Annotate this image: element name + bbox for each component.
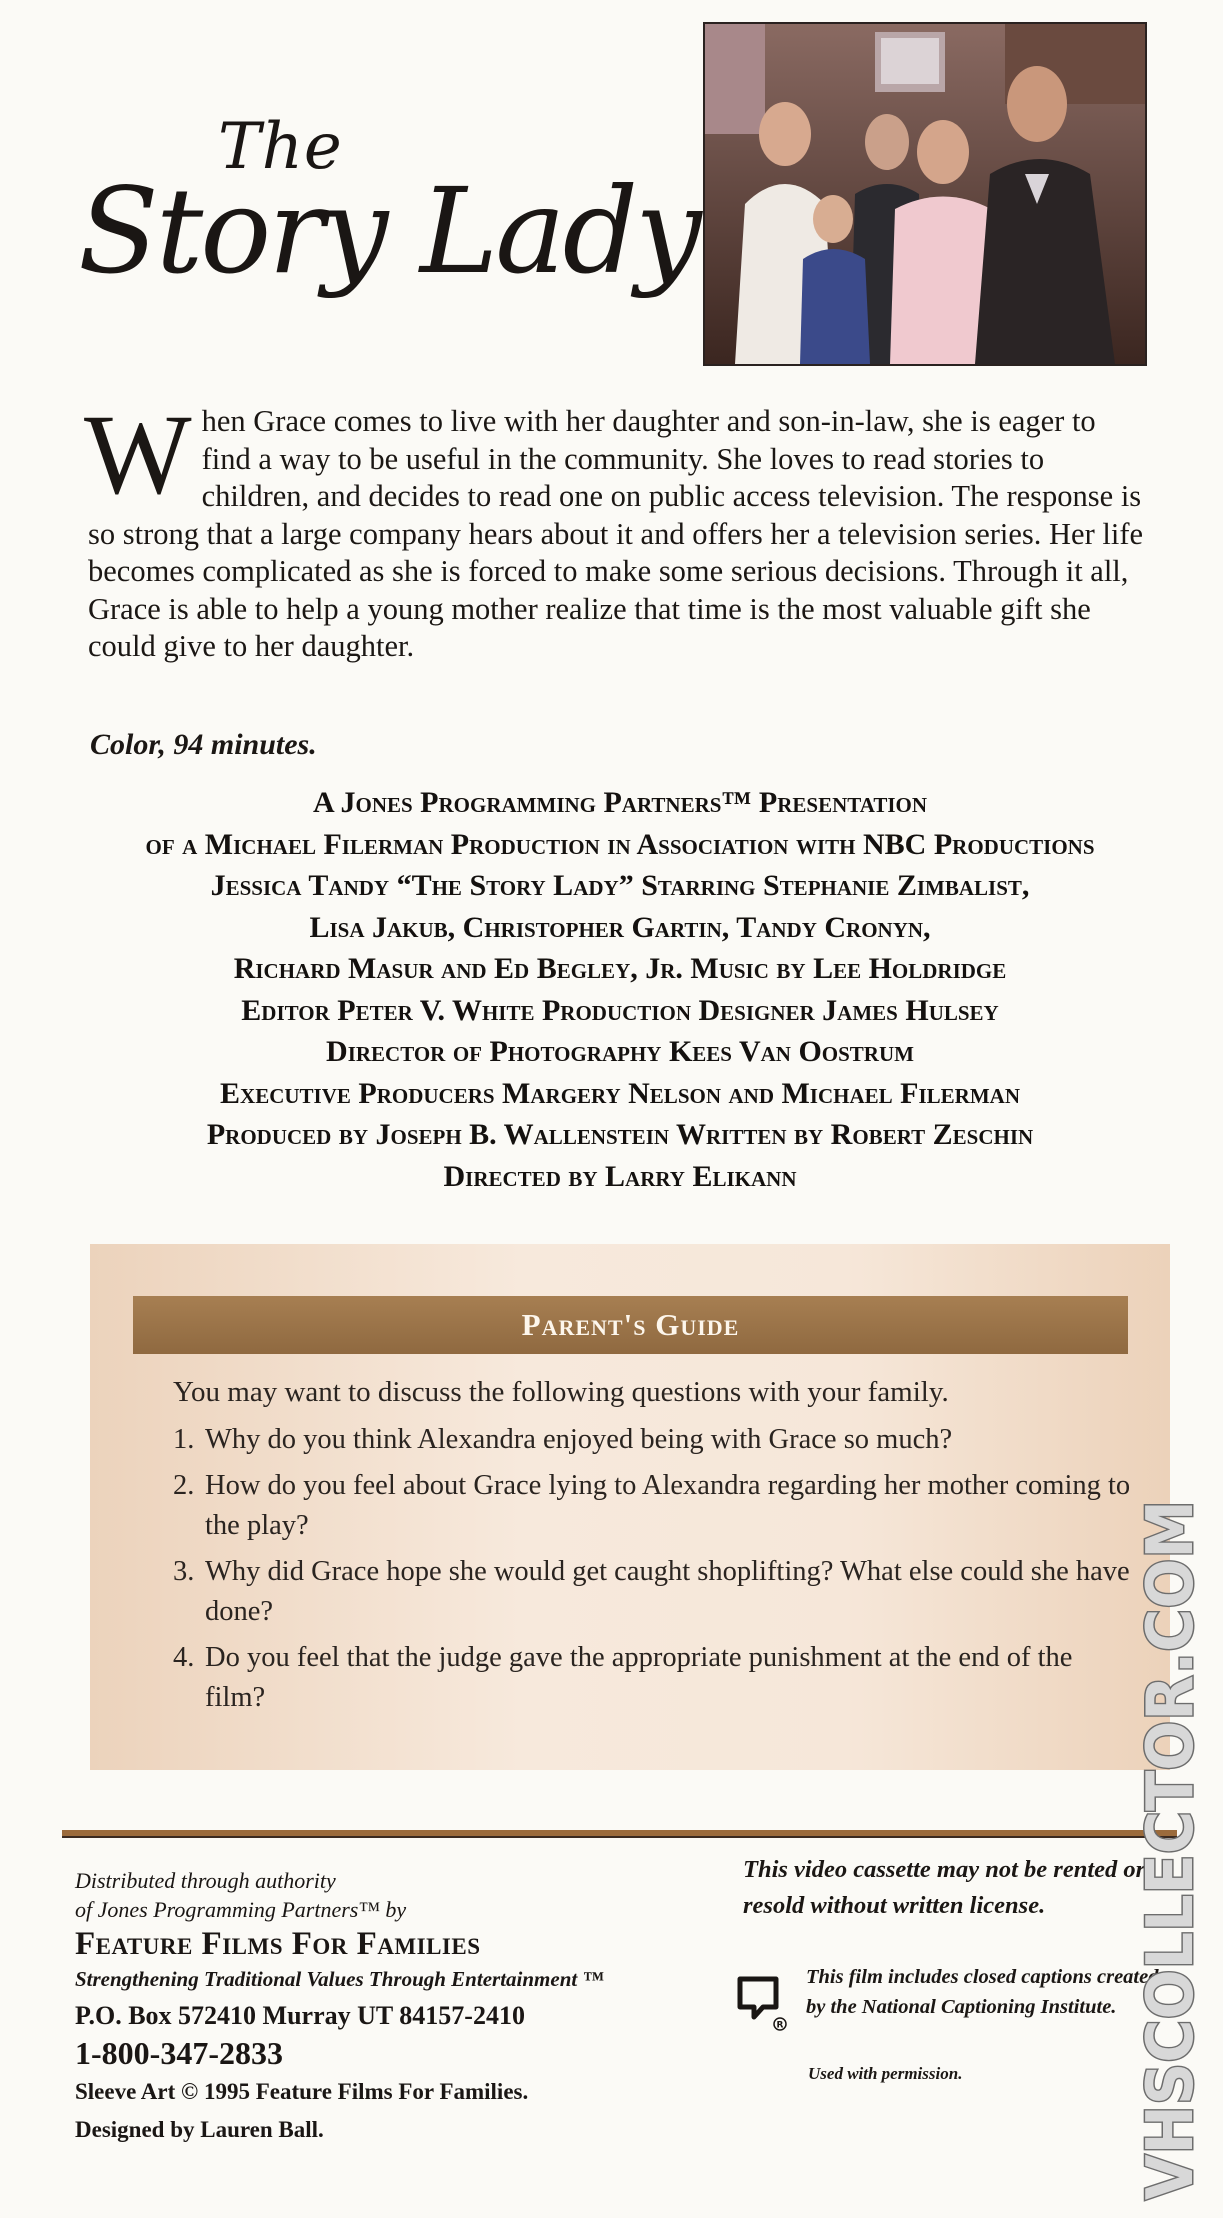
list-item: [173, 1466, 1133, 1546]
question-number: 1.: [173, 1424, 195, 1455]
closed-captions-notice: This film includes closed captions created by the National Captioning Institute.: [806, 1966, 1159, 2018]
credits-block: [60, 782, 1180, 1197]
distributor-name: Feature Films For Families: [75, 1926, 481, 1962]
designer-credit: Designed by Lauren Ball.: [75, 2117, 324, 2142]
parents-guide-heading: Parent's Guide: [133, 1296, 1128, 1354]
title-name: Story Lady: [78, 162, 699, 300]
question-text: Do you feel that the judge gave the appropriate punishment at the end of the film?: [205, 1642, 1073, 1713]
question-number: 3.: [173, 1556, 195, 1587]
question-number: 4.: [173, 1642, 195, 1673]
credit-line: of a Michael Filerman Production in Association with NBC Productions: [145, 827, 1095, 861]
sleeve-art-credit: Sleeve Art © 1995 Feature Films For Families.: [75, 2079, 529, 2104]
title-the: The: [218, 110, 343, 184]
credit-line: Produced by Joseph B. Wallenstein Written by Robert Zeschin: [206, 1118, 1034, 1151]
credit-line: Lisa Jakub, Christopher Gartin, Tandy Cronyn,: [309, 910, 931, 944]
svg-text:R: R: [776, 2020, 784, 2031]
credit-line: Directed by Larry Elikann: [443, 1159, 797, 1193]
distributor-phone: 1-800-347-2833: [75, 2035, 283, 2071]
credit-line: Jessica Tandy “The Story Lady” Starring Stephanie Zimbalist,: [210, 869, 1030, 902]
list-item: [173, 1420, 1133, 1460]
list-item: [173, 1552, 1133, 1632]
distribution-line: of Jones Programming Partners™ by: [75, 1897, 407, 1922]
site-watermark: [1120, 1488, 1220, 2208]
question-text: Why do you think Alexandra enjoyed being with Grace so much?: [205, 1424, 953, 1455]
film-still-photo: [703, 22, 1147, 366]
question-number: 2.: [173, 1470, 195, 1501]
watermark-text: VHSCOLLECTOR.COM: [1134, 1488, 1208, 2200]
duration: Color, 94 minutes.: [90, 728, 317, 761]
parents-guide-panel: [90, 1244, 1170, 1770]
question-text: How do you feel about Grace lying to Alexandra regarding her mother coming to the play?: [205, 1470, 1131, 1541]
parents-guide-intro: You may want to discuss the following questions with your family.: [173, 1376, 949, 1408]
credit-line: Director of Photography Kees Van Oostrum: [326, 1035, 914, 1068]
credit-line: Editor Peter V. White Production Designer James Hulsey: [241, 993, 999, 1027]
synopsis-text: hen Grace comes to live with her daughter and son-in-law, she is eager to find a way to be useful in the community. She loves to read stories to children, and decides to read one on public access television. The response is so strong that a large company hears about it and offers her a television series. Her life becomes complicated as she is forced to make some serious decisions. Through it all, Grace is able to help a young mother realize that time is the most valuable gift she could give to her daughter.: [88, 404, 1144, 663]
distribution-line: Distributed through authority: [75, 1868, 336, 1893]
question-text: Why did Grace hope she would get caught shoplifting? What else could she have done?: [205, 1556, 1130, 1627]
title-logo: [78, 110, 699, 320]
synopsis-dropcap: W: [84, 391, 192, 518]
distributor-tagline: Strengthening Traditional Values Through Entertainment ™: [75, 1967, 604, 1991]
license-notice: This video cassette may not be rented or resold without written license.: [743, 1856, 1146, 1919]
list-item: [173, 1638, 1133, 1718]
closed-caption-icon: [737, 1976, 787, 2032]
synopsis: [84, 391, 1148, 666]
credit-line: A Jones Programming Partners™ Presentation: [312, 786, 928, 819]
credit-line: Executive Producers Margery Nelson and Michael Filerman: [220, 1076, 1020, 1110]
distributor-address: P.O. Box 572410 Murray UT 84157-2410: [75, 2001, 525, 2030]
credit-line: Richard Masur and Ed Begley, Jr. Music by Lee Holdridge: [233, 952, 1007, 985]
permission-note: Used with permission.: [808, 2064, 963, 2083]
parents-guide-questions: [173, 1420, 1133, 1724]
divider: [62, 1836, 1177, 1838]
distributor-info: [75, 1866, 715, 2148]
